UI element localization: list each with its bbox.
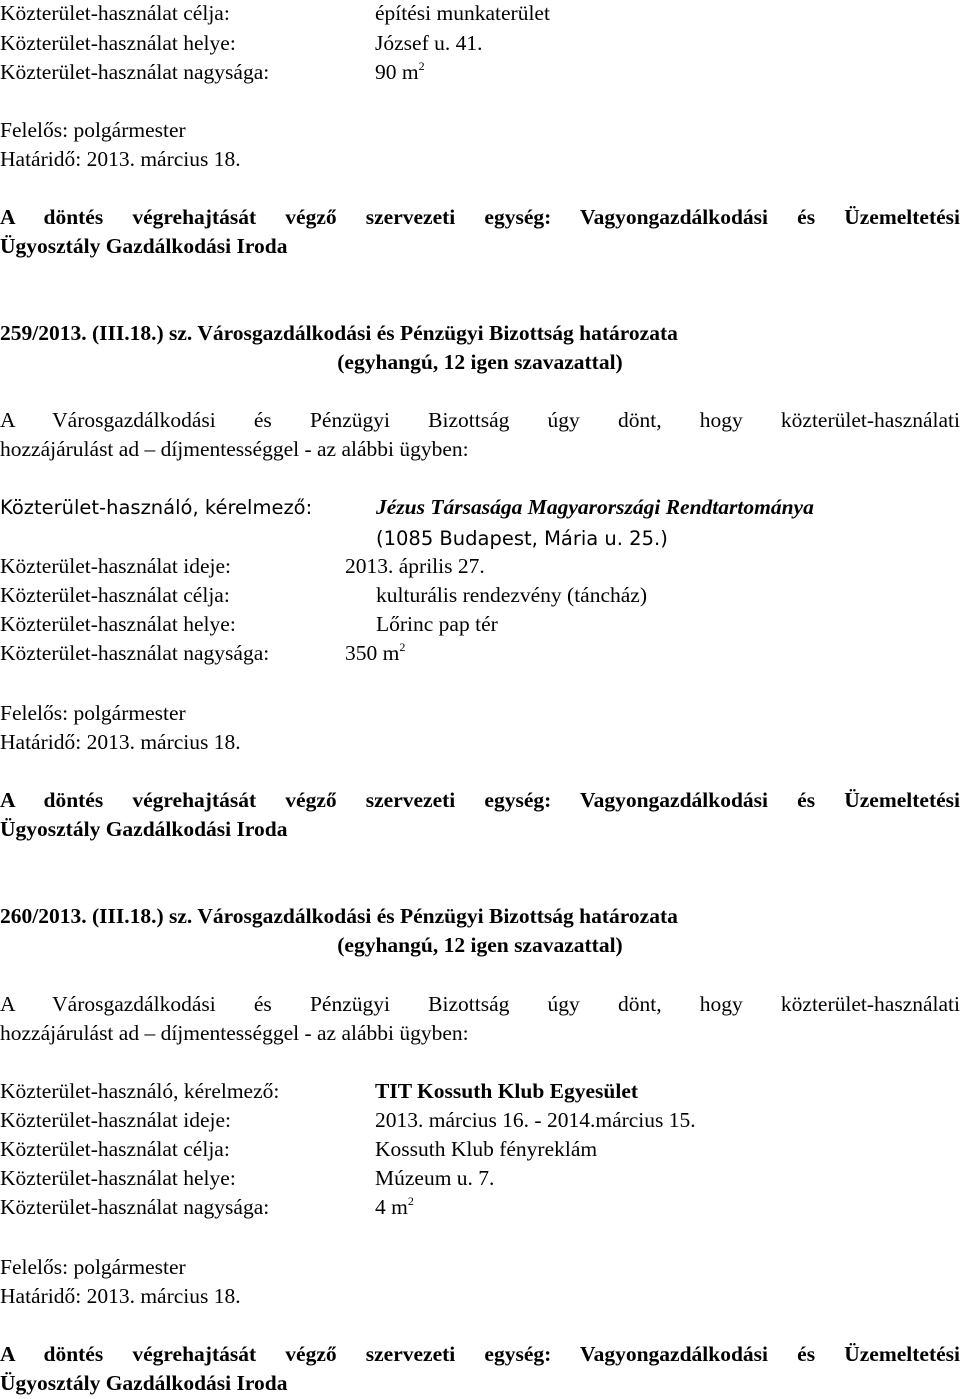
decision-intro-line: A Városgazdálkodási és Pénzügyi Bizottság úgy dönt, hogy közterület-használati xyxy=(0,408,960,432)
detail-value: építési munkaterület xyxy=(375,1,550,25)
decision-number: 259/2013. (III.18.) sz. xyxy=(0,321,193,345)
detail-value: 2013. március 16. - 2014.március 15. xyxy=(375,1108,696,1132)
detail-label: Közterület-használat nagysága: xyxy=(0,1195,270,1219)
decision-heading xyxy=(0,906,678,928)
decision-heading xyxy=(0,323,678,345)
detail-row xyxy=(0,1108,696,1132)
detail-value: József u. 41. xyxy=(375,31,483,55)
deadline-line: Határidő: 2013. március 18. xyxy=(0,147,241,171)
detail-row xyxy=(0,1,550,25)
executing-unit-line: Ügyosztály Gazdálkodási Iroda xyxy=(0,1371,288,1395)
detail-value: 2013. április 27. xyxy=(345,554,485,578)
decision-vote: (egyhangú, 12 igen szavazattal) xyxy=(337,350,623,374)
detail-row xyxy=(0,59,425,84)
detail-label: Közterület-használat nagysága: xyxy=(0,60,270,84)
detail-row xyxy=(0,1194,414,1219)
detail-row xyxy=(0,31,483,55)
detail-label: Közterület-használat célja: xyxy=(0,1,230,25)
executing-unit-line: A döntés végrehajtását végző szervezeti egység: Vagyongazdálkodási és Üzemeltetési xyxy=(0,1342,960,1366)
detail-value: Jézus Társasága Magyarországi Rendtartománya xyxy=(376,495,814,519)
detail-label: Közterület-használat célja: xyxy=(0,583,230,607)
detail-row xyxy=(0,583,648,607)
detail-label: Közterület-használó, kérelmező: xyxy=(0,496,313,519)
detail-label: Közterület-használat ideje: xyxy=(0,1108,232,1132)
detail-label: Közterület-használat nagysága: xyxy=(0,641,270,665)
executing-unit-line: Ügyosztály Gazdálkodási Iroda xyxy=(0,817,288,841)
decision-intro-line: hozzájárulást ad – díjmentességgel - az alábbi ügyben: xyxy=(0,437,469,461)
detail-row xyxy=(0,554,485,578)
detail-row xyxy=(0,612,498,636)
responsible-line: Felelős: polgármester xyxy=(0,118,186,142)
decision-title: Városgazdálkodási és Pénzügyi Bizottság határozata xyxy=(197,904,678,928)
detail-label: Közterület-használat ideje: xyxy=(0,554,232,578)
executing-unit-line: A döntés végrehajtását végző szervezeti egység: Vagyongazdálkodási és Üzemeltetési xyxy=(0,205,960,229)
detail-label: Közterület-használat helye: xyxy=(0,1166,236,1190)
detail-value: kulturális rendezvény (táncház) xyxy=(376,583,648,607)
detail-row xyxy=(0,640,406,665)
detail-row xyxy=(0,1137,598,1161)
decision-title: Városgazdálkodási és Pénzügyi Bizottság határozata xyxy=(197,321,678,345)
executing-unit-line: A döntés végrehajtását végző szervezeti egység: Vagyongazdálkodási és Üzemeltetési xyxy=(0,788,960,812)
deadline-line: Határidő: 2013. március 18. xyxy=(0,1284,241,1308)
detail-value: Múzeum u. 7. xyxy=(375,1166,495,1190)
detail-row xyxy=(0,495,814,519)
detail-value: 90 $m^2$ xyxy=(375,59,425,84)
decision-number: 260/2013. (III.18.) sz. xyxy=(0,904,193,928)
detail-value: Kossuth Klub fényreklám xyxy=(375,1137,598,1161)
detail-label: Közterület-használó, kérelmező: xyxy=(0,1079,280,1103)
executing-unit-line: Ügyosztály Gazdálkodási Iroda xyxy=(0,234,288,258)
detail-value: TIT Kossuth Klub Egyesület xyxy=(375,1079,639,1103)
detail-value: 350 $m^2$ xyxy=(345,640,406,665)
detail-value: Lőrinc pap tér xyxy=(376,612,498,636)
detail-value: 4 $m^2$ xyxy=(375,1194,414,1219)
responsible-line: Felelős: polgármester xyxy=(0,1255,186,1279)
detail-value-address: (1085 Budapest, Mária u. 25.) xyxy=(376,527,668,550)
detail-label: Közterület-használat helye: xyxy=(0,612,236,636)
decision-intro-line: hozzájárulást ad – díjmentességgel - az alábbi ügyben: xyxy=(0,1021,469,1045)
detail-row xyxy=(0,1166,495,1190)
decision-vote: (egyhangú, 12 igen szavazattal) xyxy=(337,933,623,957)
detail-label: Közterület-használat helye: xyxy=(0,31,236,55)
detail-label: Közterület-használat célja: xyxy=(0,1137,230,1161)
detail-row xyxy=(0,1079,639,1103)
decision-intro-line: A Városgazdálkodási és Pénzügyi Bizottság úgy dönt, hogy közterület-használati xyxy=(0,992,960,1016)
responsible-line: Felelős: polgármester xyxy=(0,701,186,725)
deadline-line: Határidő: 2013. március 18. xyxy=(0,730,241,754)
